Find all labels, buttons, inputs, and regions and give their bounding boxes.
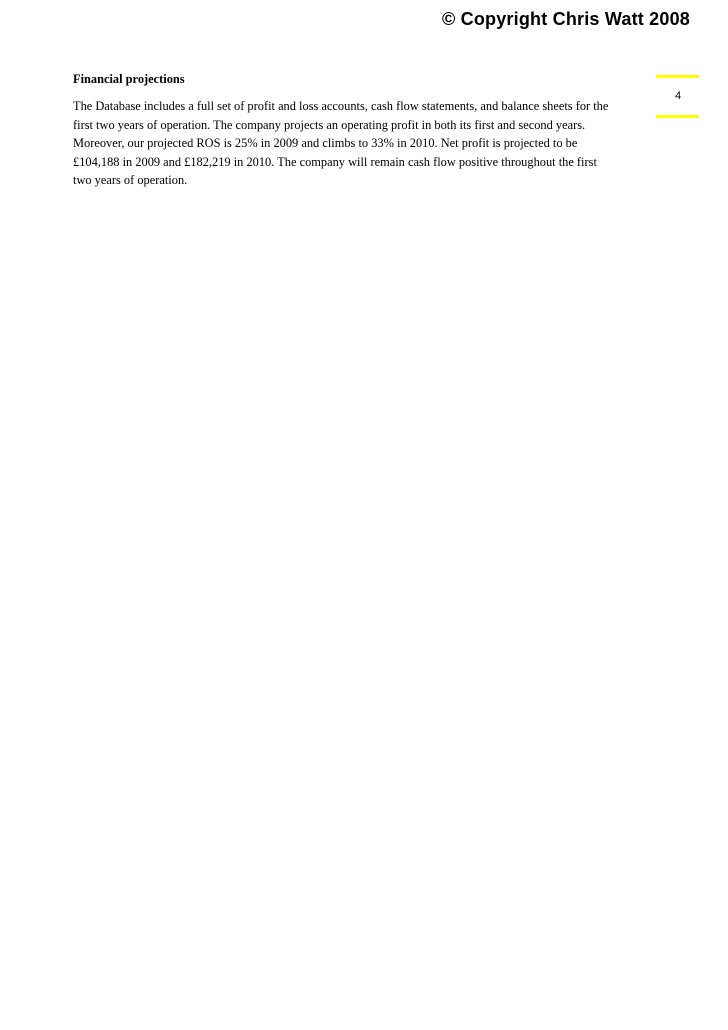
- section-heading: Financial projections: [73, 72, 185, 86]
- marker-bottom-line: [656, 115, 699, 118]
- paragraph-line: two years of operation.: [73, 173, 188, 187]
- paragraph-line: first two years of operation. The company projects an operating profit in both its first and second years.: [73, 117, 586, 132]
- page-number-marker: [656, 75, 699, 119]
- marker-top-line: [656, 75, 699, 78]
- paragraph-line: Moreover, our projected ROS is 25% in 2009 and climbs to 33% in 2010. Net profit is projected to be: [73, 136, 578, 150]
- section-paragraph: [73, 97, 658, 190]
- document-section: [73, 70, 658, 190]
- page-number: 4: [674, 90, 682, 102]
- paragraph-line: The Database includes a full set of profit and loss accounts, cash flow statements, and balance sheets for the: [73, 99, 609, 113]
- paragraph-line: £104,188 in 2009 and £182,219 in 2010. The company will remain cash flow positive throughout the first: [73, 154, 597, 169]
- copyright-notice: © Copyright Chris Watt 2008: [441, 9, 690, 29]
